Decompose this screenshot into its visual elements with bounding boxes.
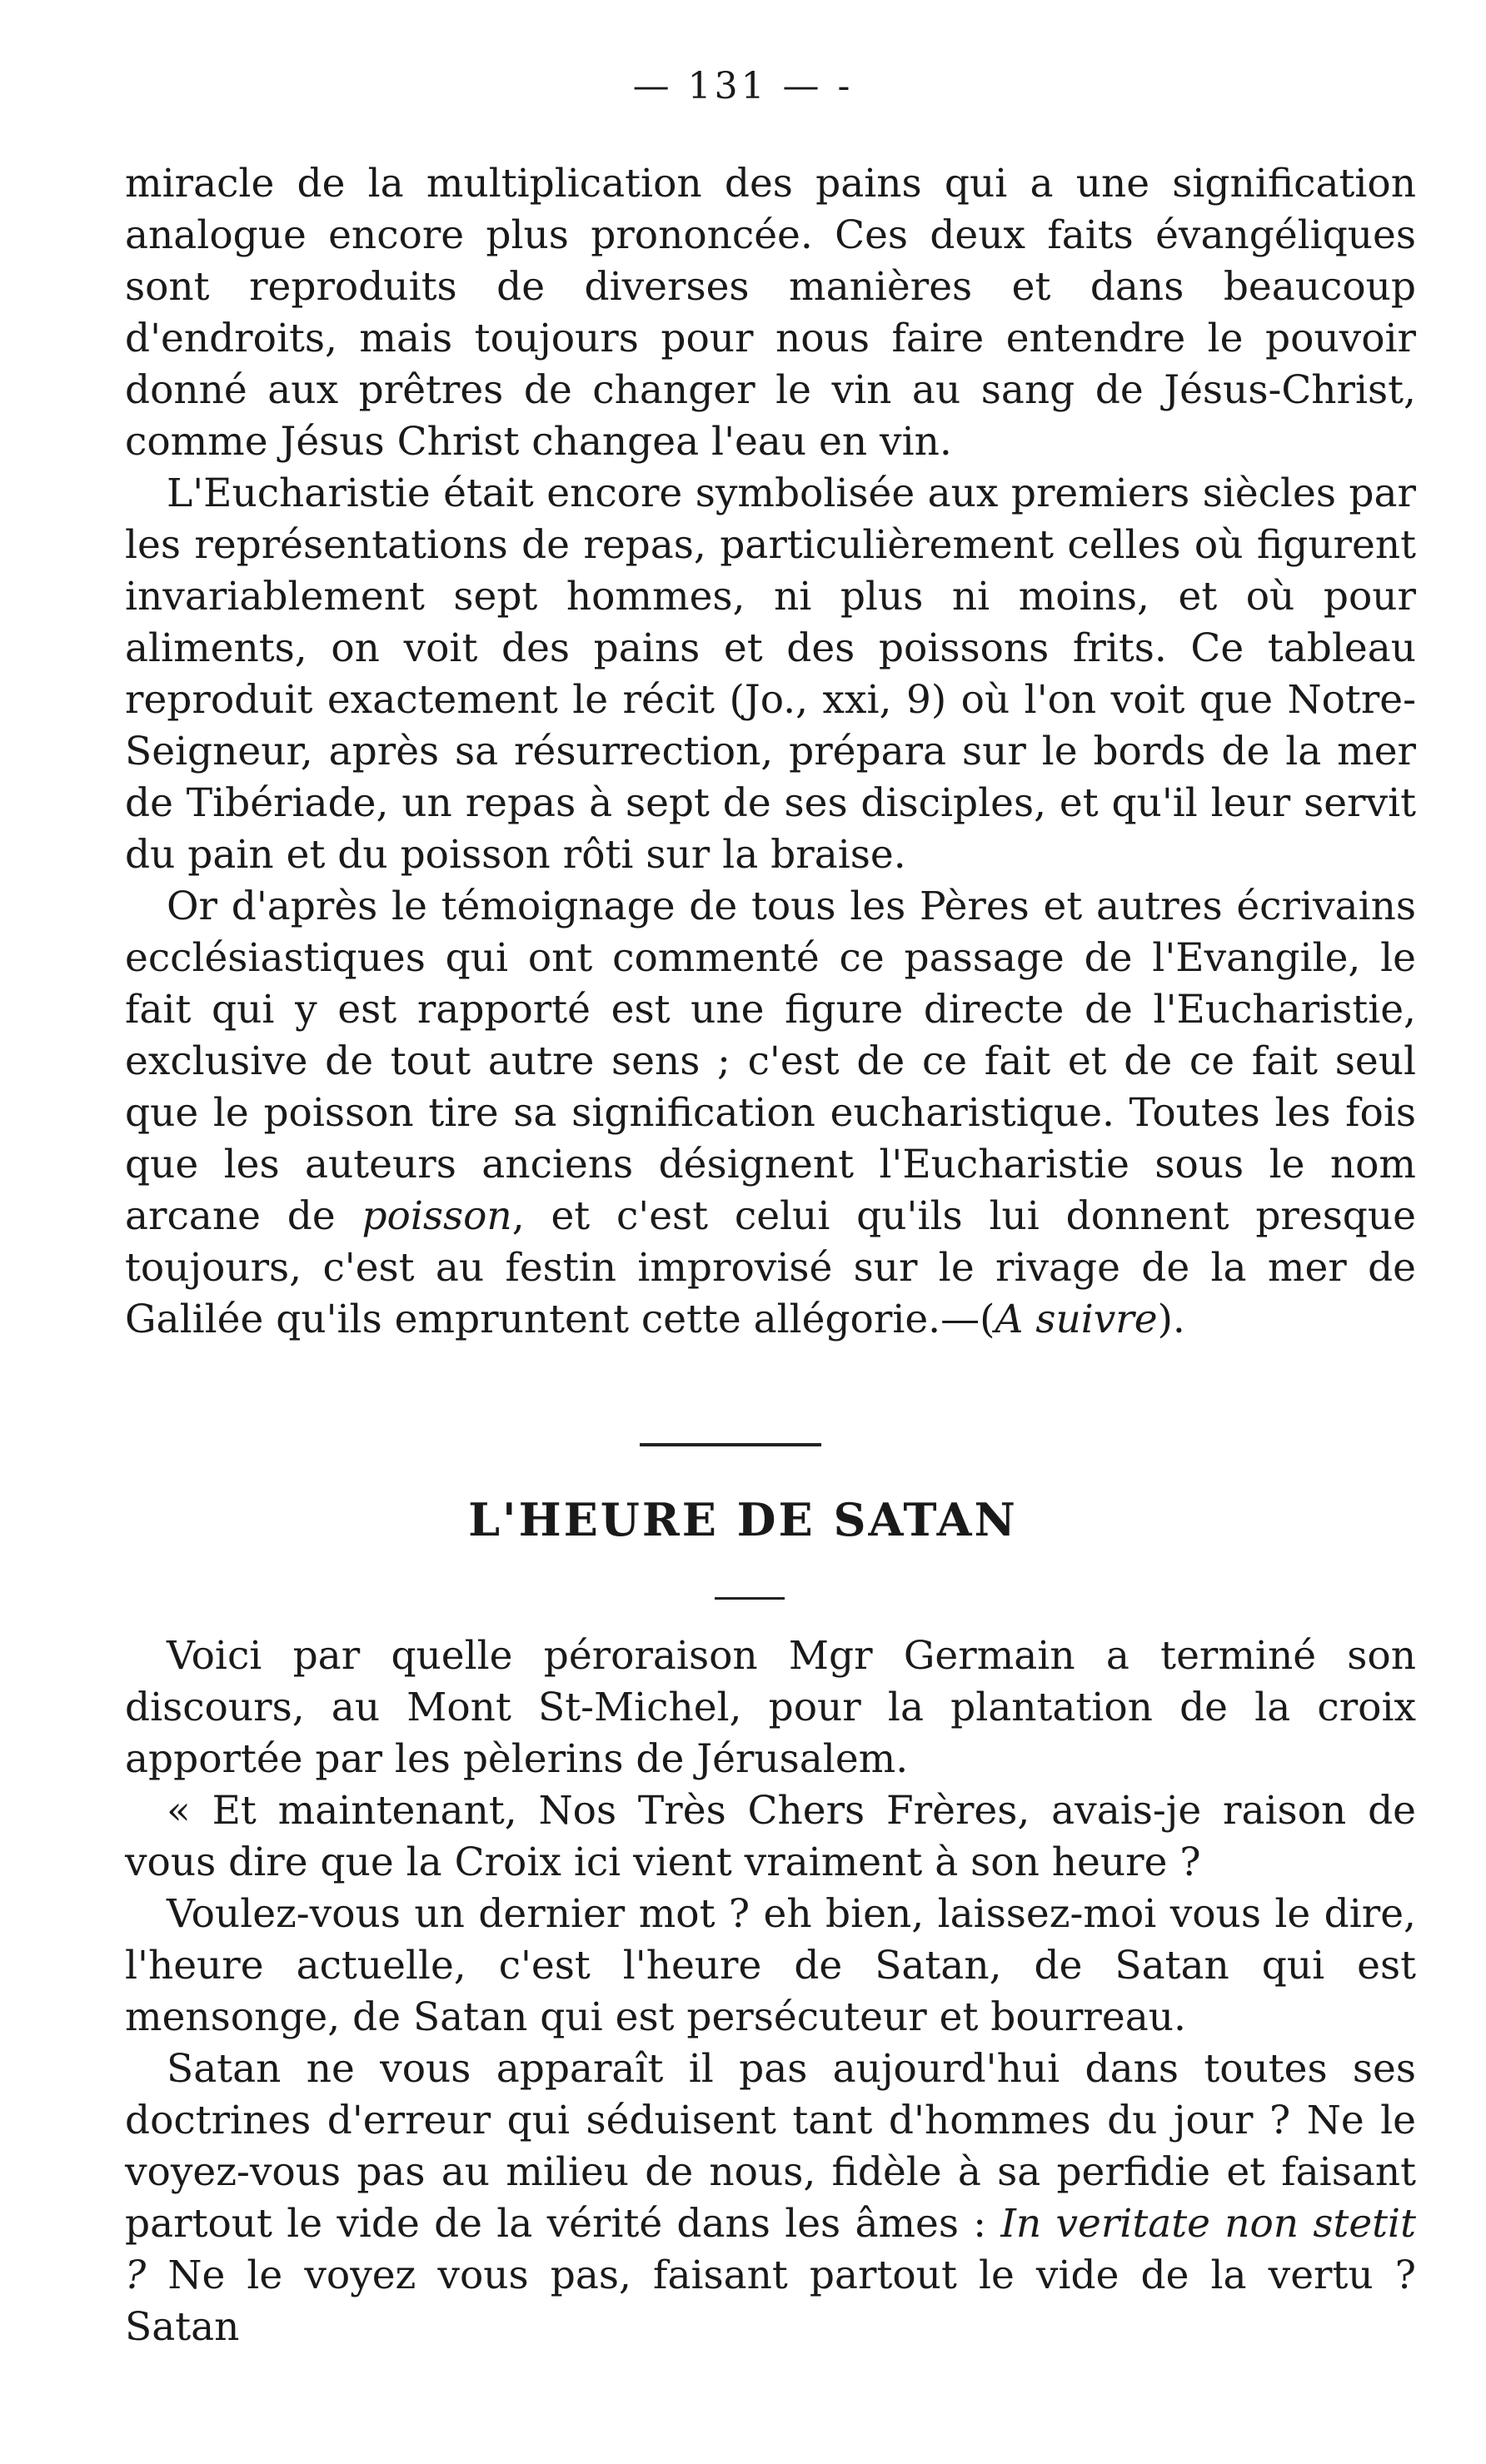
a-suivre-close: ).	[1157, 1297, 1185, 1342]
paragraph-7	[125, 2043, 1416, 2353]
a-suivre: A suivre	[995, 1297, 1158, 1342]
paragraph-6: Voulez-vous un dernier mot ? eh bien, laissez-moi vous le dire, l'heure actuelle, c'est l'heure de Satan, de Satan qui est mensonge, de Satan qui est persécuteur et bourreau.	[125, 1891, 1416, 2040]
paragraph-1: miracle de la multiplication des pains qui a une signification analogue encore plus prononcée. Ces deux faits évangéliques sont reproduits de diverses manières et dans beaucoup d'endroits, mais toujours pour nous faire entendre le pouvoir donné aux prêtres de changer le vin au sang de Jésus-Christ, comme Jésus Christ changea l'eau en vin.	[125, 161, 1416, 465]
paragraph-4: Voici par quelle péroraison Mgr Germain a terminé son discours, au Mont St-Michel, pour la plantation de la croix apportée par les pèlerins de Jérusalem.	[125, 1633, 1416, 1782]
paragraph-7-start: Satan ne vous apparaît il pas aujourd'hui dans toutes ses doctrines d'erreur qui séduisent tant d'hommes du jour ? Ne le voyez-vous pas au milieu de nous, fidèle à sa perfidie et faisant partout le vide de la vérité dans les âmes :	[125, 2046, 1416, 2247]
title-underline	[715, 1597, 785, 1600]
italic-word-poisson: poisson	[362, 1193, 512, 1239]
paragraph-3	[125, 881, 1416, 1346]
article-continuation	[125, 158, 1416, 1346]
article-title: L'HEURE DE SATAN	[468, 1493, 1018, 1546]
latin-quote: In veritate non stetit ?	[125, 2201, 1416, 2298]
paragraph-3-text: Or d'après le témoignage de tous les Pères et autres écrivains ecclésiastiques qui ont commenté ce passage de l'Evangile, le fait qui y est rapporté est une figure directe de l'Eucharistie, exclusive de tout autre sens ; c'est de ce fait et de ce fait seul que le poisson tire sa signification eucharistique. Toutes les fois que les auteurs anciens désignent l'Eucharistie sous le nom arcane de	[125, 884, 1416, 1239]
paragraph-7-end: Ne le voyez vous pas, faisant partout le vide de la vertu ? Satan	[125, 2252, 1416, 2350]
paragraph-3-tail: , et c'est celui qu'ils lui donnent presque toujours, c'est au festin improvisé sur le rivage de la mer de Galilée qu'ils empruntent cette allégorie.—(	[125, 1193, 1416, 1342]
section-divider	[640, 1443, 821, 1446]
article-heure-de-satan	[125, 1630, 1416, 2353]
paragraph-5: « Et maintenant, Nos Très Chers Frères, avais-je raison de vous dire que la Croix ici vient vraiment à son heure ?	[125, 1788, 1416, 1885]
paragraph-2: L'Eucharistie était encore symbolisée aux premiers siècles par les représentations de repas, particulièrement celles où figurent invariablement sept hommes, ni plus ni moins, et où pour aliments, on voit des pains et des poissons frits. Ce tableau reproduit exactement le récit (Jo., xxi, 9) où l'on voit que Notre-Seigneur, après sa résurrection, prépara sur le bords de la mer de Tibériade, un repas à sept de ses disciples, et qu'il leur servit du pain et du poisson rôti sur la braise.	[125, 470, 1416, 878]
page-number: — 131 — -	[632, 65, 854, 107]
